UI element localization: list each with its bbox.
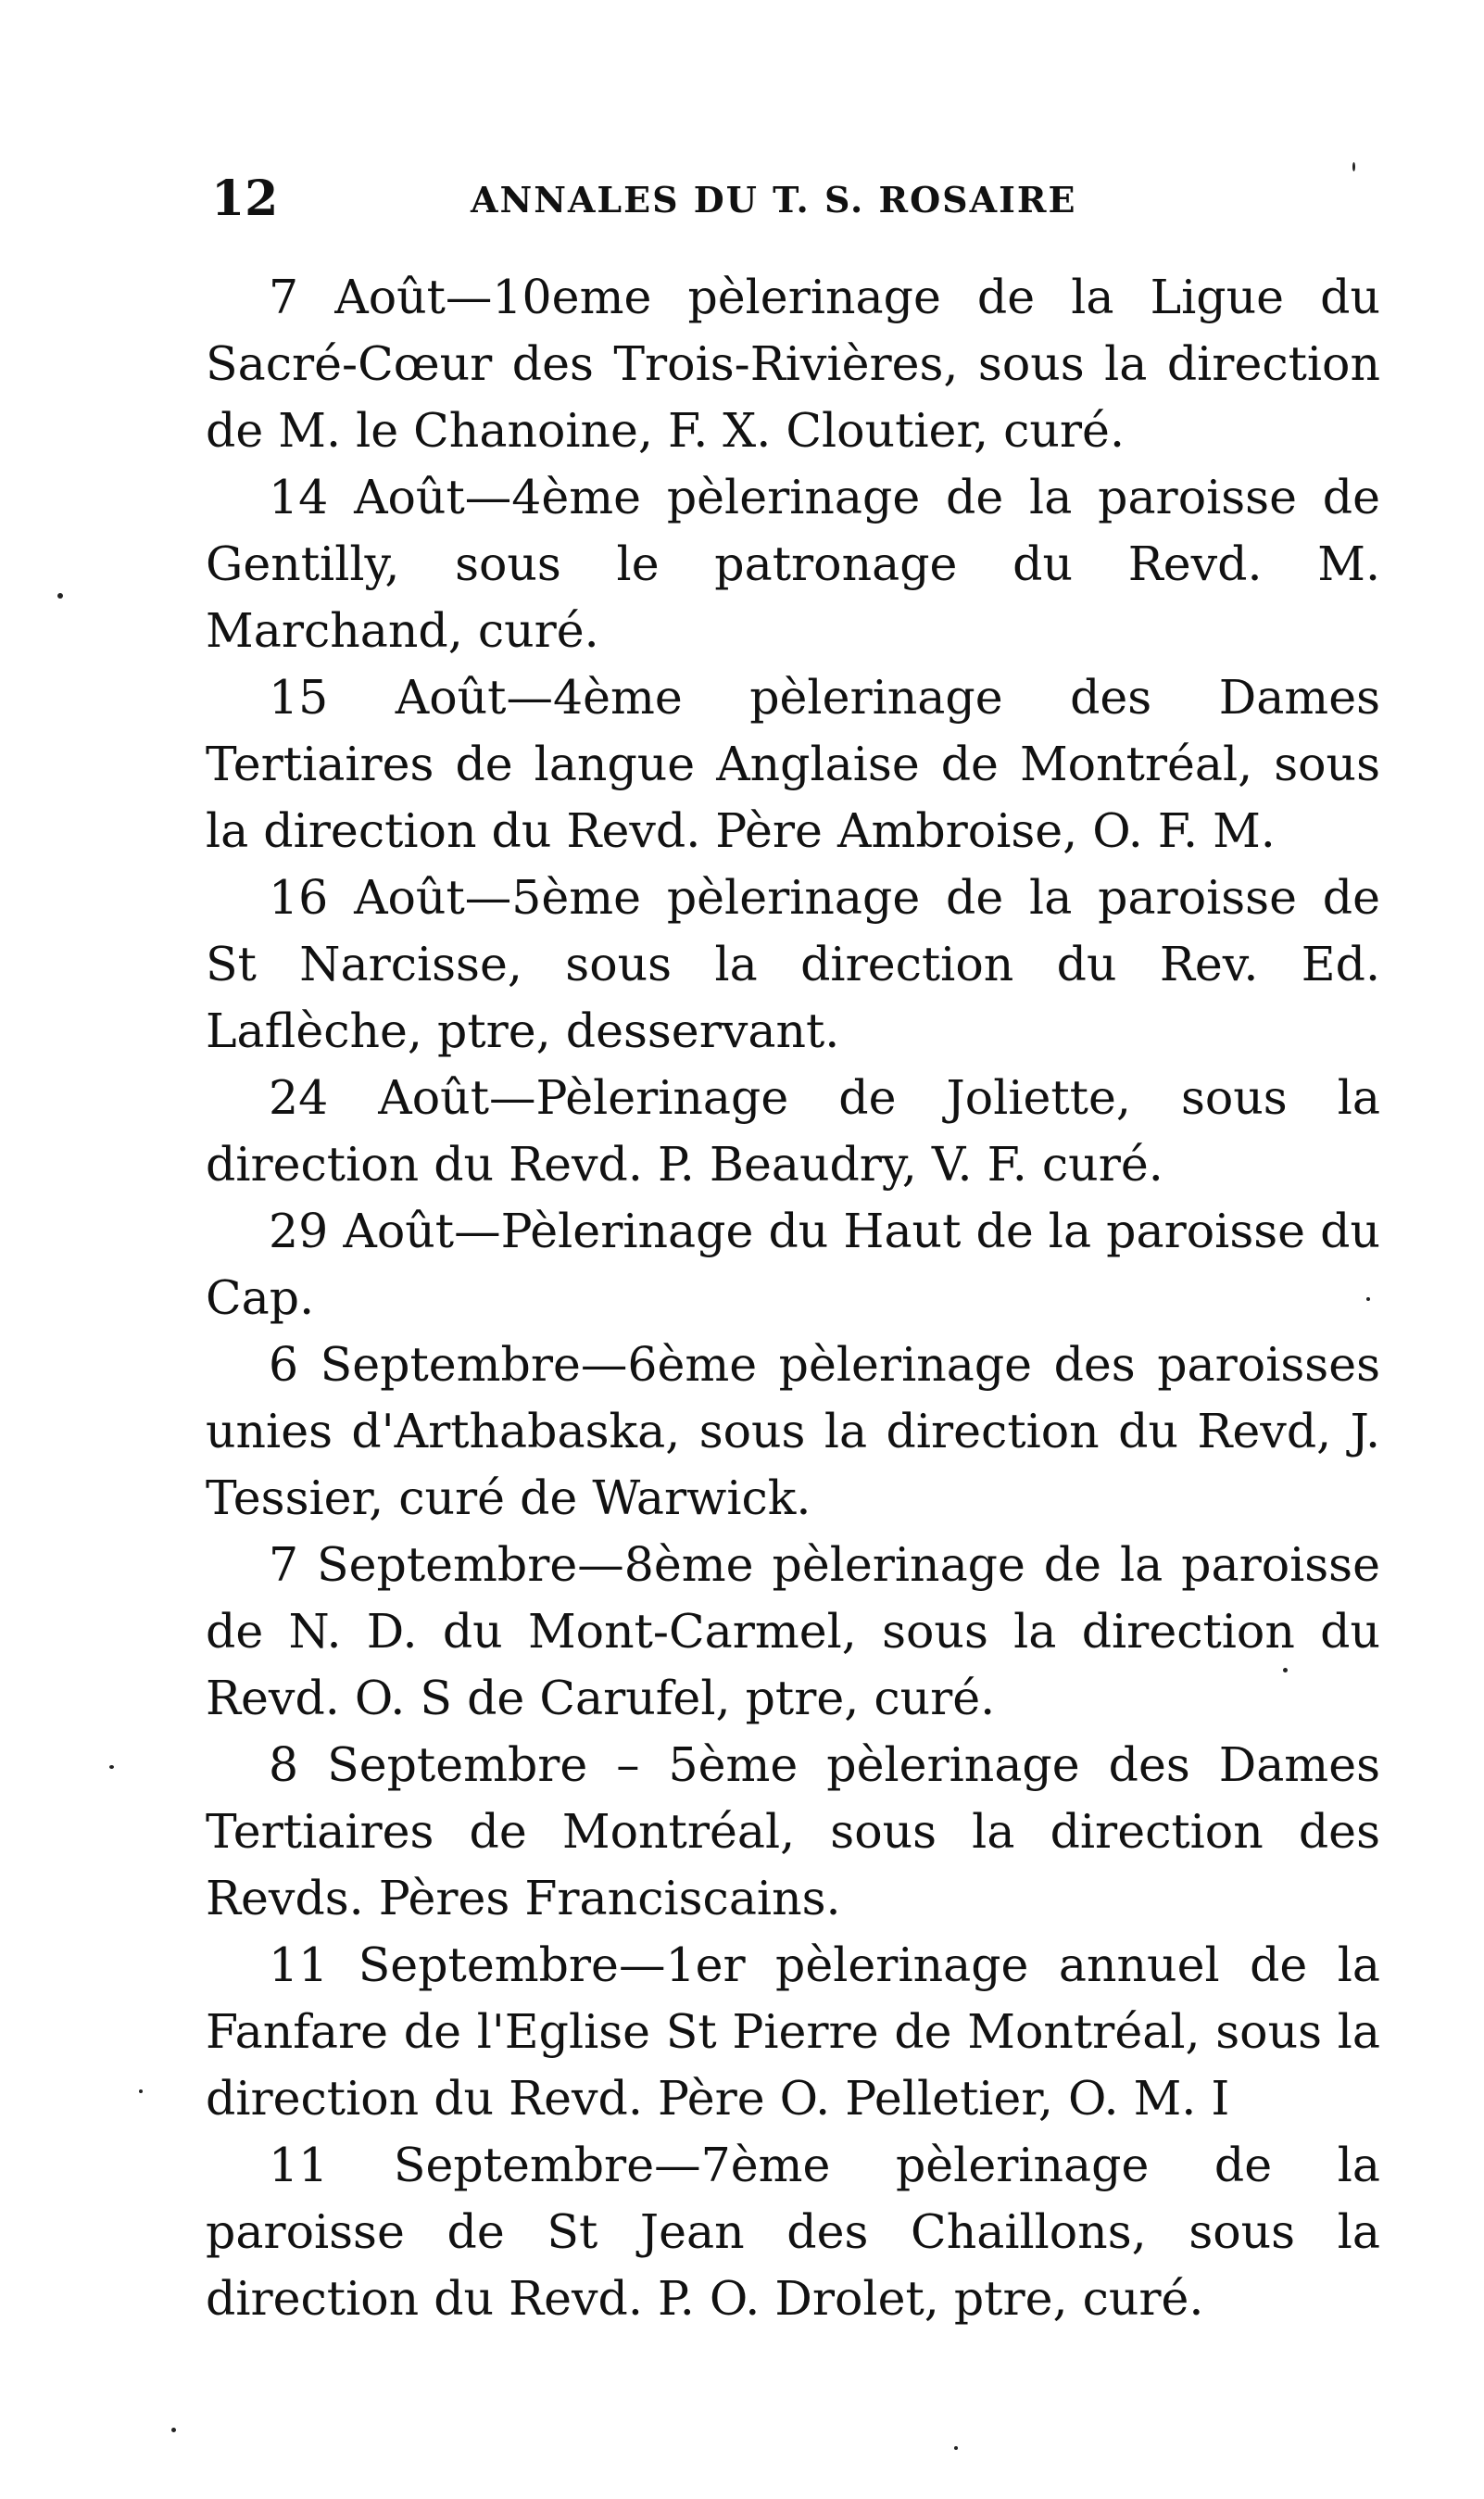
entry-11-septembre-chaillons: 11 Septembre—7ème pèlerinage de la paroisse de St Jean des Chaillons, sous la direction du Revd. P. O. Drolet, ptre, curé. <box>206 2138 1380 2326</box>
scan-speck <box>139 2089 143 2093</box>
entry-8-septembre: 8 Septembre – 5ème pèlerinage des Dames Tertiaires de Montréal, sous la direction des Revds. Pères Franciscains. <box>206 1737 1380 1925</box>
scan-speck <box>1366 1297 1370 1301</box>
entry-6-septembre: 6 Septembre—6ème pèlerinage des paroisses unies d'Arthabaska, sous la direction du Revd, J. Tessier, curé de Warwick. <box>206 1337 1380 1525</box>
page-number: 12 <box>211 170 279 227</box>
running-title: ANNALES DU T. S. ROSAIRE <box>471 179 1077 221</box>
pilgrimage-list <box>206 264 1380 2332</box>
scan-speck <box>57 593 63 599</box>
scan-speck <box>171 2428 176 2432</box>
scan-speck <box>954 2446 958 2450</box>
scan-speck <box>109 1765 114 1769</box>
entry-14-aout: 14 Août—4ème pèlerinage de la paroisse de Gentilly, sous le patronage du Revd. M. Marchand, curé. <box>206 470 1380 658</box>
scan-speck <box>1352 162 1355 171</box>
entry-15-aout: 15 Août—4ème pèlerinage des Dames Tertiaires de langue Anglaise de Montréal, sous la direction du Revd. Père Ambroise, O. F. M. <box>206 670 1380 858</box>
entry-7-septembre: 7 Septembre—8ème pèlerinage de la paroisse de N. D. du Mont-Carmel, sous la direction du Revd. O. S de Carufel, ptre, curé. <box>206 1537 1380 1725</box>
entry-29-aout: 29 Août—Pèlerinage du Haut de la paroisse du Cap. <box>206 1204 1380 1325</box>
scan-speck <box>1283 1668 1288 1672</box>
entry-24-aout: 24 Août—Pèlerinage de Joliette, sous la direction du Revd. P. Beaudry, V. F. curé. <box>206 1070 1380 1192</box>
running-head <box>211 167 1374 232</box>
entry-16-aout: 16 Août—5ème pèlerinage de la paroisse de St Narcisse, sous la direction du Rev. Ed. Laflèche, ptre, desservant. <box>206 870 1380 1058</box>
entry-7-aout: 7 Août—10eme pèlerinage de la Ligue du Sacré-Cœur des Trois-Rivières, sous la direction de M. le Chanoine, F. X. Cloutier, curé. <box>206 270 1380 458</box>
entry-11-septembre-fanfare: 11 Septembre—1er pèlerinage annuel de la Fanfare de l'Eglise St Pierre de Montréal, sous la direction du Revd. Père O. Pelletier, O. M. I <box>206 1937 1380 2126</box>
